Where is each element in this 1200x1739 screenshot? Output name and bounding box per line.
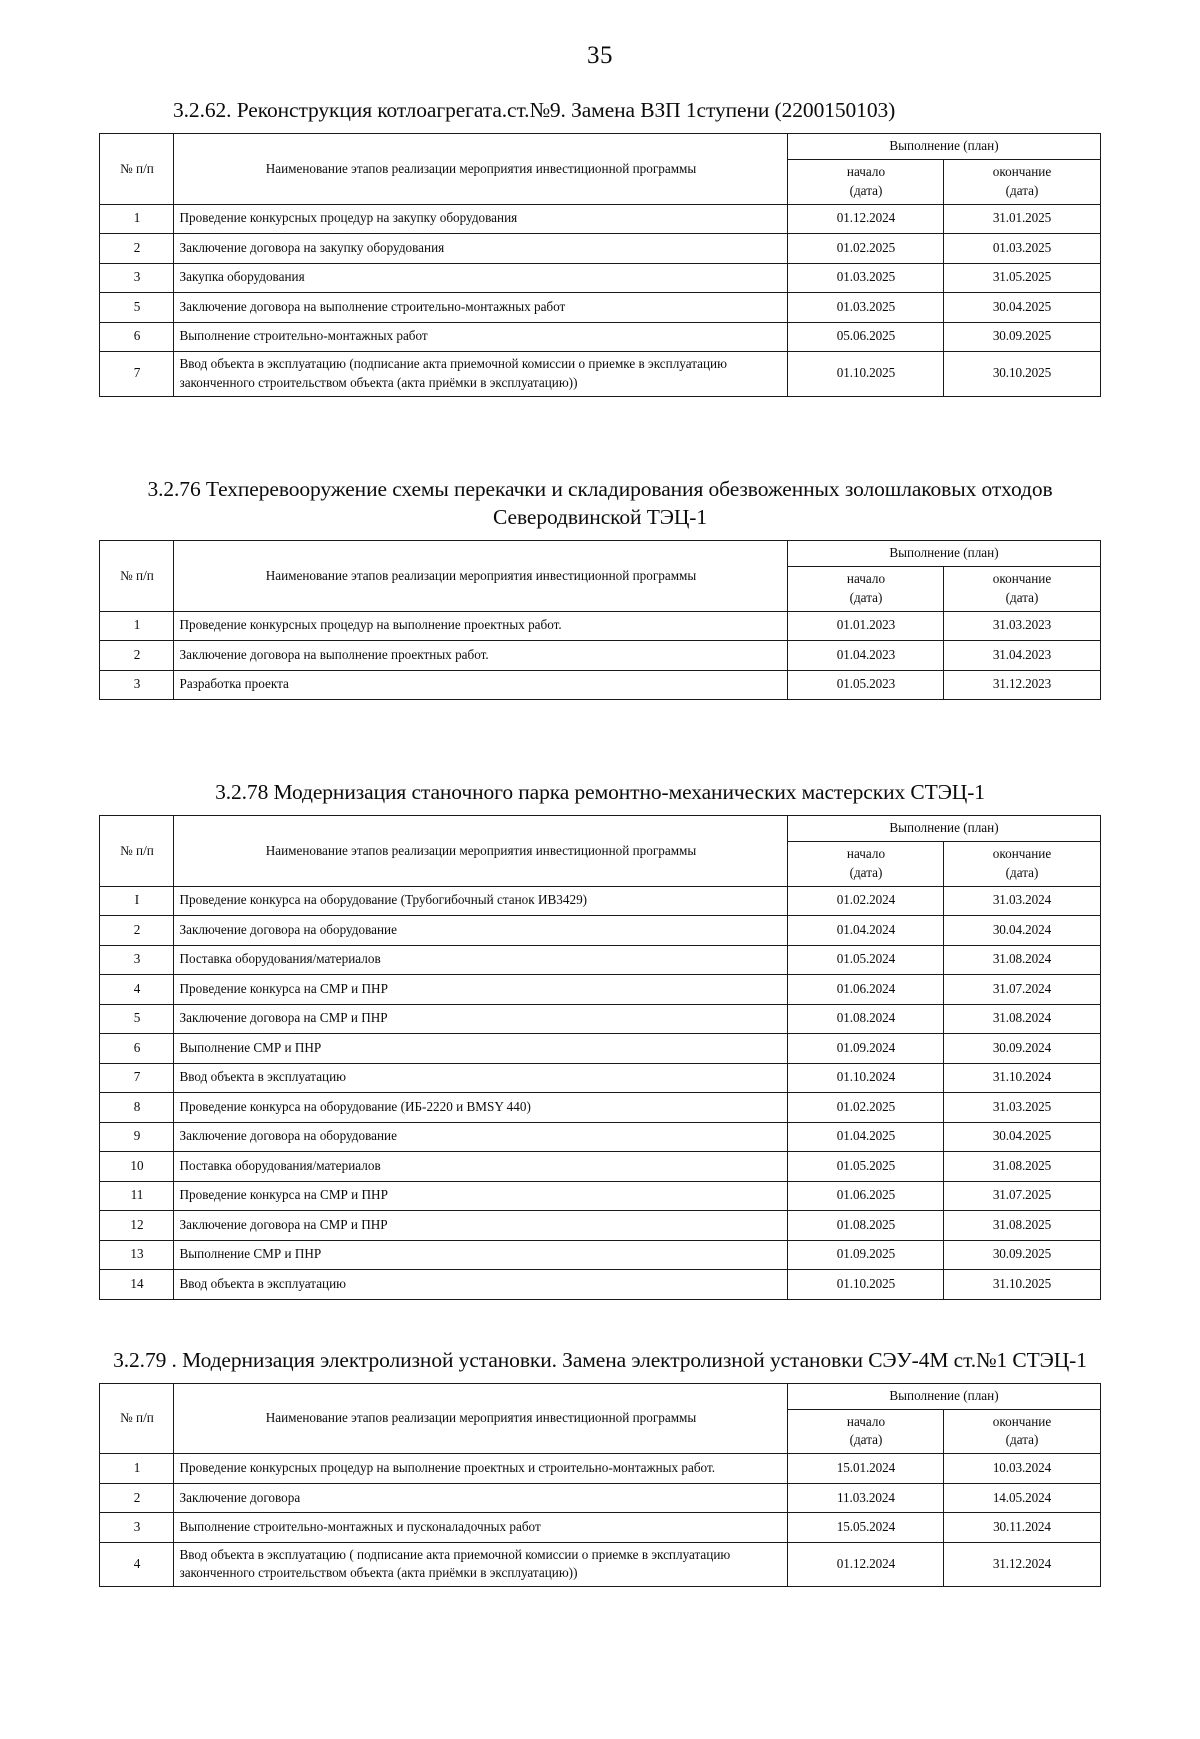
cell-start-date: 05.06.2025 (788, 322, 944, 352)
cell-end-date: 31.08.2025 (944, 1152, 1100, 1182)
cell-row-number: 7 (100, 352, 174, 396)
table-row (100, 916, 1100, 946)
cell-stage-name: Проведение конкурсных процедур на закупку оборудования (174, 204, 788, 234)
cell-start-date: 01.03.2025 (788, 263, 944, 293)
table-row (100, 1483, 1100, 1513)
column-header-stage-name: Наименование этапов реализации мероприятия инвестиционной программы (174, 134, 788, 204)
cell-stage-name: Поставка оборудования/материалов (174, 945, 788, 975)
cell-end-date: 31.01.2025 (944, 204, 1100, 234)
section-title: 3.2.76 Техперевооружение схемы перекачки и складирования обезвоженных золошлаковых отходов Северодвинской ТЭЦ-1 (147, 476, 1053, 529)
header-row-top (100, 541, 1100, 567)
cell-stage-name: Заключение договора на СМР и ПНР (174, 1211, 788, 1241)
column-header-stage-name: Наименование этапов реализации мероприятия инвестиционной программы (174, 541, 788, 611)
section-title: 3.2.78 Модернизация станочного парка ремонтно-механических мастерских СТЭЦ-1 (215, 780, 985, 804)
cell-stage-name: Выполнение СМР и ПНР (174, 1034, 788, 1064)
cell-row-number: 13 (100, 1240, 174, 1270)
cell-row-number: 1 (100, 611, 174, 641)
table-body (100, 886, 1100, 1299)
table-row (100, 1063, 1100, 1093)
cell-row-number: I (100, 886, 174, 916)
column-header-end-date (944, 842, 1100, 886)
cell-start-date: 01.02.2024 (788, 886, 944, 916)
table-row (100, 263, 1100, 293)
header-row-top (100, 1383, 1100, 1409)
cell-stage-name: Проведение конкурса на оборудование (Трубогибочный станок ИВ3429) (174, 886, 788, 916)
column-header-end-date-sub: (дата) (1005, 589, 1039, 605)
cell-stage-name: Ввод объекта в эксплуатацию ( подписание акта приемочной комиссии о приемке в эксплуатацию законченного строительством объекта (акта приёмки в эксплуатацию)) (174, 1542, 788, 1586)
column-header-start-date-main: начало (846, 1413, 886, 1429)
sections-container (0, 96, 1200, 1613)
spacer (0, 70, 1200, 96)
cell-stage-name: Ввод объекта в эксплуатацию (174, 1270, 788, 1300)
cell-row-number: 1 (100, 204, 174, 234)
column-header-start-date-main: начало (846, 164, 886, 180)
cell-row-number: 5 (100, 293, 174, 323)
cell-row-number: 4 (100, 975, 174, 1005)
cell-row-number: 3 (100, 945, 174, 975)
cell-row-number: 2 (100, 234, 174, 264)
cell-end-date: 30.09.2025 (944, 322, 1100, 352)
cell-end-date: 10.03.2024 (944, 1454, 1100, 1484)
table-row (100, 1270, 1100, 1300)
column-header-end-date-sub: (дата) (1005, 864, 1039, 880)
cell-end-date: 30.09.2025 (944, 1240, 1100, 1270)
cell-stage-name: Проведение конкурса на СМР и ПНР (174, 1181, 788, 1211)
cell-start-date: 01.01.2023 (788, 611, 944, 641)
table-row (100, 204, 1100, 234)
cell-stage-name: Разработка проекта (174, 670, 788, 700)
table-body (100, 611, 1100, 700)
cell-stage-name: Выполнение строительно-монтажных работ (174, 322, 788, 352)
table-row (100, 1093, 1100, 1123)
cell-end-date: 01.03.2025 (944, 234, 1100, 264)
spacer (0, 1587, 1200, 1613)
cell-stage-name: Заключение договора на закупку оборудования (174, 234, 788, 264)
cell-start-date: 11.03.2024 (788, 1483, 944, 1513)
cell-end-date: 31.10.2024 (944, 1063, 1100, 1093)
column-header-start-date-sub: (дата) (849, 589, 883, 605)
cell-row-number: 6 (100, 1034, 174, 1064)
cell-row-number: 8 (100, 1093, 174, 1123)
cell-start-date: 01.09.2025 (788, 1240, 944, 1270)
table-row (100, 1542, 1100, 1586)
spacer (95, 124, 1105, 133)
cell-row-number: 2 (100, 641, 174, 671)
cell-end-date: 31.03.2024 (944, 886, 1100, 916)
cell-stage-name: Заключение договора (174, 1483, 788, 1513)
table-header (100, 541, 1100, 611)
cell-end-date: 30.04.2025 (944, 1122, 1100, 1152)
table-body (100, 204, 1100, 396)
table-body (100, 1454, 1100, 1587)
stages-table (99, 540, 1100, 700)
table-row (100, 293, 1100, 323)
section-3.2.76 (95, 475, 1105, 700)
cell-start-date: 01.10.2024 (788, 1063, 944, 1093)
table-row (100, 1240, 1100, 1270)
cell-end-date: 30.09.2024 (944, 1034, 1100, 1064)
column-header-end-date-main: окончание (992, 571, 1052, 587)
header-row-top (100, 816, 1100, 842)
table-header (100, 134, 1100, 204)
cell-stage-name: Закупка оборудования (174, 263, 788, 293)
cell-stage-name: Проведение конкурсных процедур на выполнение проектных работ. (174, 611, 788, 641)
spacer (0, 397, 1200, 475)
cell-start-date: 01.05.2025 (788, 1152, 944, 1182)
column-header-end-date-main: окончание (992, 1413, 1052, 1429)
cell-end-date: 31.07.2025 (944, 1181, 1100, 1211)
cell-row-number: 4 (100, 1542, 174, 1586)
cell-stage-name: Проведение конкурса на оборудование (ИБ-2220 и BMSY 440) (174, 1093, 788, 1123)
section-3.2.62 (95, 96, 1105, 397)
cell-row-number: 9 (100, 1122, 174, 1152)
column-header-start-date (788, 567, 944, 611)
cell-start-date: 01.05.2023 (788, 670, 944, 700)
column-header-execution-plan: Выполнение (план) (788, 134, 1100, 160)
column-header-start-date-sub: (дата) (849, 182, 883, 198)
cell-start-date: 01.04.2025 (788, 1122, 944, 1152)
cell-start-date: 01.06.2024 (788, 975, 944, 1005)
cell-start-date: 01.04.2023 (788, 641, 944, 671)
cell-end-date: 31.12.2024 (944, 1542, 1100, 1586)
cell-end-date: 31.08.2024 (944, 945, 1100, 975)
cell-row-number: 1 (100, 1454, 174, 1484)
table-row (100, 322, 1100, 352)
cell-end-date: 31.10.2025 (944, 1270, 1100, 1300)
cell-stage-name: Выполнение СМР и ПНР (174, 1240, 788, 1270)
cell-end-date: 31.08.2025 (944, 1211, 1100, 1241)
cell-row-number: 2 (100, 1483, 174, 1513)
section-3.2.79 (95, 1346, 1105, 1588)
cell-row-number: 6 (100, 322, 174, 352)
cell-stage-name: Заключение договора на оборудование (174, 1122, 788, 1152)
cell-stage-name: Ввод объекта в эксплуатацию (подписание акта приемочной комиссии о приемке в эксплуатацию законченного строительством объекта (акта приёмки в эксплуатацию)) (174, 352, 788, 396)
cell-end-date: 31.08.2024 (944, 1004, 1100, 1034)
header-row-top (100, 134, 1100, 160)
column-header-number: № п/п (100, 1383, 174, 1453)
table-row (100, 1004, 1100, 1034)
cell-row-number: 3 (100, 1513, 174, 1543)
cell-row-number: 5 (100, 1004, 174, 1034)
column-header-start-date (788, 160, 944, 204)
column-header-execution-plan: Выполнение (план) (788, 816, 1100, 842)
spacer (95, 1374, 1105, 1383)
table-row (100, 670, 1100, 700)
section-3.2.78 (95, 778, 1105, 1300)
table-row (100, 975, 1100, 1005)
cell-start-date: 01.08.2025 (788, 1211, 944, 1241)
section-title: 3.2.79 . Модернизация электролизной установки. Замена электролизной установки СЭУ-4М ст.№1 СТЭЦ-1 (113, 1347, 1087, 1372)
stages-table (99, 815, 1100, 1299)
column-header-start-date-sub: (дата) (849, 1432, 883, 1448)
cell-start-date: 01.02.2025 (788, 234, 944, 264)
cell-stage-name: Проведение конкурсных процедур на выполнение проектных и строительно-монтажных работ. (174, 1454, 788, 1484)
cell-row-number: 10 (100, 1152, 174, 1182)
cell-start-date: 01.02.2025 (788, 1093, 944, 1123)
column-header-start-date (788, 842, 944, 886)
cell-end-date: 31.03.2023 (944, 611, 1100, 641)
column-header-end-date-main: окончание (992, 164, 1052, 180)
cell-stage-name: Заключение договора на оборудование (174, 916, 788, 946)
cell-row-number: 3 (100, 263, 174, 293)
table-row (100, 1211, 1100, 1241)
cell-start-date: 01.12.2024 (788, 204, 944, 234)
cell-start-date: 15.01.2024 (788, 1454, 944, 1484)
stages-table (99, 133, 1100, 396)
cell-start-date: 15.05.2024 (788, 1513, 944, 1543)
table-row (100, 945, 1100, 975)
cell-start-date: 01.10.2025 (788, 1270, 944, 1300)
cell-row-number: 11 (100, 1181, 174, 1211)
page-number: 35 (587, 42, 613, 69)
cell-end-date: 30.04.2025 (944, 293, 1100, 323)
column-header-start-date (788, 1409, 944, 1453)
column-header-stage-name: Наименование этапов реализации мероприятия инвестиционной программы (174, 816, 788, 886)
cell-row-number: 7 (100, 1063, 174, 1093)
cell-end-date: 31.05.2025 (944, 263, 1100, 293)
table-row (100, 611, 1100, 641)
table-row (100, 234, 1100, 264)
cell-stage-name: Проведение конкурса на СМР и ПНР (174, 975, 788, 1005)
table-row (100, 352, 1100, 396)
table-row (100, 1513, 1100, 1543)
column-header-execution-plan: Выполнение (план) (788, 1383, 1100, 1409)
cell-end-date: 31.04.2023 (944, 641, 1100, 671)
column-header-start-date-main: начало (846, 846, 886, 862)
cell-start-date: 01.04.2024 (788, 916, 944, 946)
column-header-start-date-sub: (дата) (849, 864, 883, 880)
cell-end-date: 14.05.2024 (944, 1483, 1100, 1513)
cell-row-number: 2 (100, 916, 174, 946)
section-title: 3.2.62. Реконструкция котлоагрегата.ст.№9. Замена ВЗП 1ступени (2200150103) (173, 98, 896, 122)
cell-start-date: 01.10.2025 (788, 352, 944, 396)
cell-start-date: 01.09.2024 (788, 1034, 944, 1064)
cell-row-number: 3 (100, 670, 174, 700)
spacer (95, 806, 1105, 815)
column-header-stage-name: Наименование этапов реализации мероприятия инвестиционной программы (174, 1383, 788, 1453)
spacer (0, 1300, 1200, 1346)
column-header-execution-plan: Выполнение (план) (788, 541, 1100, 567)
table-row (100, 886, 1100, 916)
table-header (100, 1383, 1100, 1453)
table-row (100, 1122, 1100, 1152)
cell-row-number: 14 (100, 1270, 174, 1300)
column-header-start-date-main: начало (846, 571, 886, 587)
cell-stage-name: Заключение договора на СМР и ПНР (174, 1004, 788, 1034)
cell-end-date: 31.03.2025 (944, 1093, 1100, 1123)
table-row (100, 1454, 1100, 1484)
cell-start-date: 01.12.2024 (788, 1542, 944, 1586)
table-row (100, 1181, 1100, 1211)
cell-stage-name: Заключение договора на выполнение строительно-монтажных работ (174, 293, 788, 323)
column-header-end-date (944, 1409, 1100, 1453)
cell-end-date: 30.11.2024 (944, 1513, 1100, 1543)
column-header-end-date-main: окончание (992, 846, 1052, 862)
table-header (100, 816, 1100, 886)
column-header-number: № п/п (100, 541, 174, 611)
column-header-end-date (944, 567, 1100, 611)
table-row (100, 1034, 1100, 1064)
column-header-end-date (944, 160, 1100, 204)
column-header-number: № п/п (100, 816, 174, 886)
document-page (0, 42, 1200, 1739)
stages-table (99, 1383, 1100, 1587)
cell-end-date: 31.07.2024 (944, 975, 1100, 1005)
cell-end-date: 30.10.2025 (944, 352, 1100, 396)
cell-end-date: 31.12.2023 (944, 670, 1100, 700)
cell-stage-name: Поставка оборудования/материалов (174, 1152, 788, 1182)
table-row (100, 1152, 1100, 1182)
cell-row-number: 12 (100, 1211, 174, 1241)
cell-end-date: 30.04.2024 (944, 916, 1100, 946)
cell-stage-name: Выполнение строительно-монтажных и пусконаладочных работ (174, 1513, 788, 1543)
column-header-number: № п/п (100, 134, 174, 204)
cell-start-date: 01.08.2024 (788, 1004, 944, 1034)
cell-start-date: 01.03.2025 (788, 293, 944, 323)
spacer (95, 531, 1105, 540)
cell-start-date: 01.05.2024 (788, 945, 944, 975)
cell-start-date: 01.06.2025 (788, 1181, 944, 1211)
spacer (0, 700, 1200, 778)
cell-stage-name: Заключение договора на выполнение проектных работ. (174, 641, 788, 671)
column-header-end-date-sub: (дата) (1005, 1432, 1039, 1448)
column-header-end-date-sub: (дата) (1005, 182, 1039, 198)
cell-stage-name: Ввод объекта в эксплуатацию (174, 1063, 788, 1093)
table-row (100, 641, 1100, 671)
